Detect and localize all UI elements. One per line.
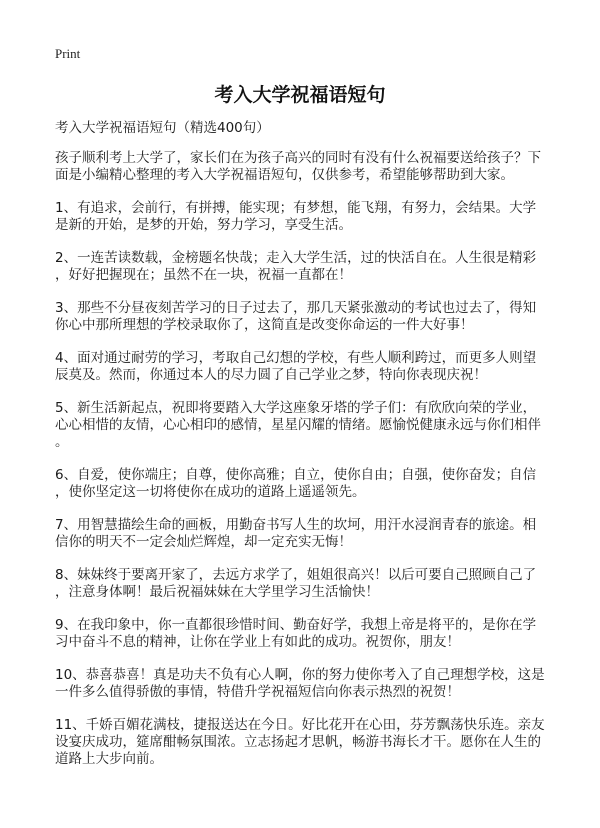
paragraph-line: 是新的开始，是梦的开始，努力学习，享受生活。	[55, 217, 352, 233]
paragraph-line: 辰莫及。然而，你通过本人的尽力圆了自己学业之梦，特向你表现庆祝！	[55, 367, 487, 383]
paragraph-line: 习中奋斗不息的精神，让你在学业上有如此的成功。祝贺你，朋友！	[55, 634, 460, 650]
paragraph-line: ，注意身体啊！最后祝福妹妹在大学里学习生活愉快！	[55, 584, 379, 600]
wish-paragraph	[55, 300, 555, 334]
paragraph-line: 你心中那所理想的学校录取你了，这简直是改变你命运的一件大好事！	[55, 317, 474, 333]
paragraph-line: ，好好把握现在；虽然不在一块，祝福一直都在！	[55, 267, 352, 283]
wish-paragraph	[55, 250, 555, 284]
paragraph-line: 。	[55, 434, 69, 450]
wish-paragraph	[55, 467, 555, 501]
wish-paragraph	[55, 400, 555, 451]
wish-paragraph	[55, 517, 555, 551]
paragraph-line: 3、那些不分昼夜刻苦学习的日子过去了，那几天紧张激动的考试也过去了，得知	[55, 300, 537, 316]
paragraph-line: 6、自爱，使你端庄；自尊，使你高雅；自立，使你自由；自强，使你奋发；自信	[55, 467, 537, 483]
paragraph-list	[55, 150, 555, 768]
paragraph-line: 2、一连苦读数载，金榜题名快哉；走入大学生活，过的快活自在。人生很是精彩	[55, 250, 537, 266]
wish-paragraph	[55, 567, 555, 601]
wish-paragraph	[55, 717, 555, 768]
paragraph-line: 5、新生活新起点，祝即将要踏入大学这座象牙塔的学子们：有欣欣向荣的学业，	[55, 400, 537, 416]
wish-paragraph	[55, 350, 555, 384]
paragraph-line: 11、千娇百媚花满枝，捷报送达在今日。好比花开在心田，芬芳飘荡快乐连。亲友	[55, 717, 545, 733]
paragraph-line: 信你的明天不一定会灿烂辉煌，却一定充实无悔！	[55, 534, 352, 550]
paragraph-line: ，使你坚定这一切将使你在成功的道路上遥遥领先。	[55, 484, 366, 500]
document-body	[55, 120, 555, 784]
paragraph-line: 道路上大步向前。	[55, 751, 163, 767]
print-link[interactable]: Print	[55, 46, 81, 61]
paragraph-line: 8、妹妹终于要离开家了，去远方求学了，姐姐很高兴！以后可要自己照顾自己了	[55, 567, 537, 583]
document-subtitle: 考入大学祝福语短句（精选400句）	[55, 120, 270, 136]
paragraph-line: 4、面对通过耐劳的学习，考取自己幻想的学校，有些人顺利跨过，而更多人则望	[55, 350, 537, 366]
wish-paragraph	[55, 617, 555, 651]
paragraph-line: 一件多么值得骄傲的事情，特借升学祝福短信向你表示热烈的祝贺！	[55, 684, 460, 700]
page-title: 考入大学祝福语短句	[214, 84, 386, 106]
paragraph-line: 7、用智慧描绘生命的画板，用勤奋书写人生的坎坷，用汗水浸润青春的旅途。相	[55, 517, 537, 533]
wish-paragraph	[55, 667, 555, 701]
paragraph-line: 面是小编精心整理的考入大学祝福语短句，仅供参考，希望能够帮助到大家。	[55, 167, 514, 183]
paragraph-line: 1、有追求，会前行，有拼搏，能实现；有梦想，能飞翔，有努力，会结果。大学	[55, 200, 537, 216]
intro-paragraph	[55, 150, 555, 184]
wish-paragraph	[55, 200, 555, 234]
paragraph-line: 孩子顺利考上大学了，家长们在为孩子高兴的同时有没有什么祝福要送给孩子？下	[55, 150, 541, 166]
paragraph-line: 10、恭喜恭喜！真是功夫不负有心人啊，你的努力使你考入了自己理想学校，这是	[55, 667, 545, 683]
paragraph-line: 设宴庆成功，筵席酣畅氛围浓。立志扬起才思帆，畅游书海长才干。愿你在人生的	[55, 734, 541, 750]
paragraph-line: 心心相惜的友情，心心相印的感情，星星闪耀的情绪。愿愉悦健康永远与你们相伴	[55, 417, 541, 433]
paragraph-line: 9、在我印象中，你一直都很珍惜时间、勤奋好学，我想上帝是将平的，是你在学	[55, 617, 537, 633]
